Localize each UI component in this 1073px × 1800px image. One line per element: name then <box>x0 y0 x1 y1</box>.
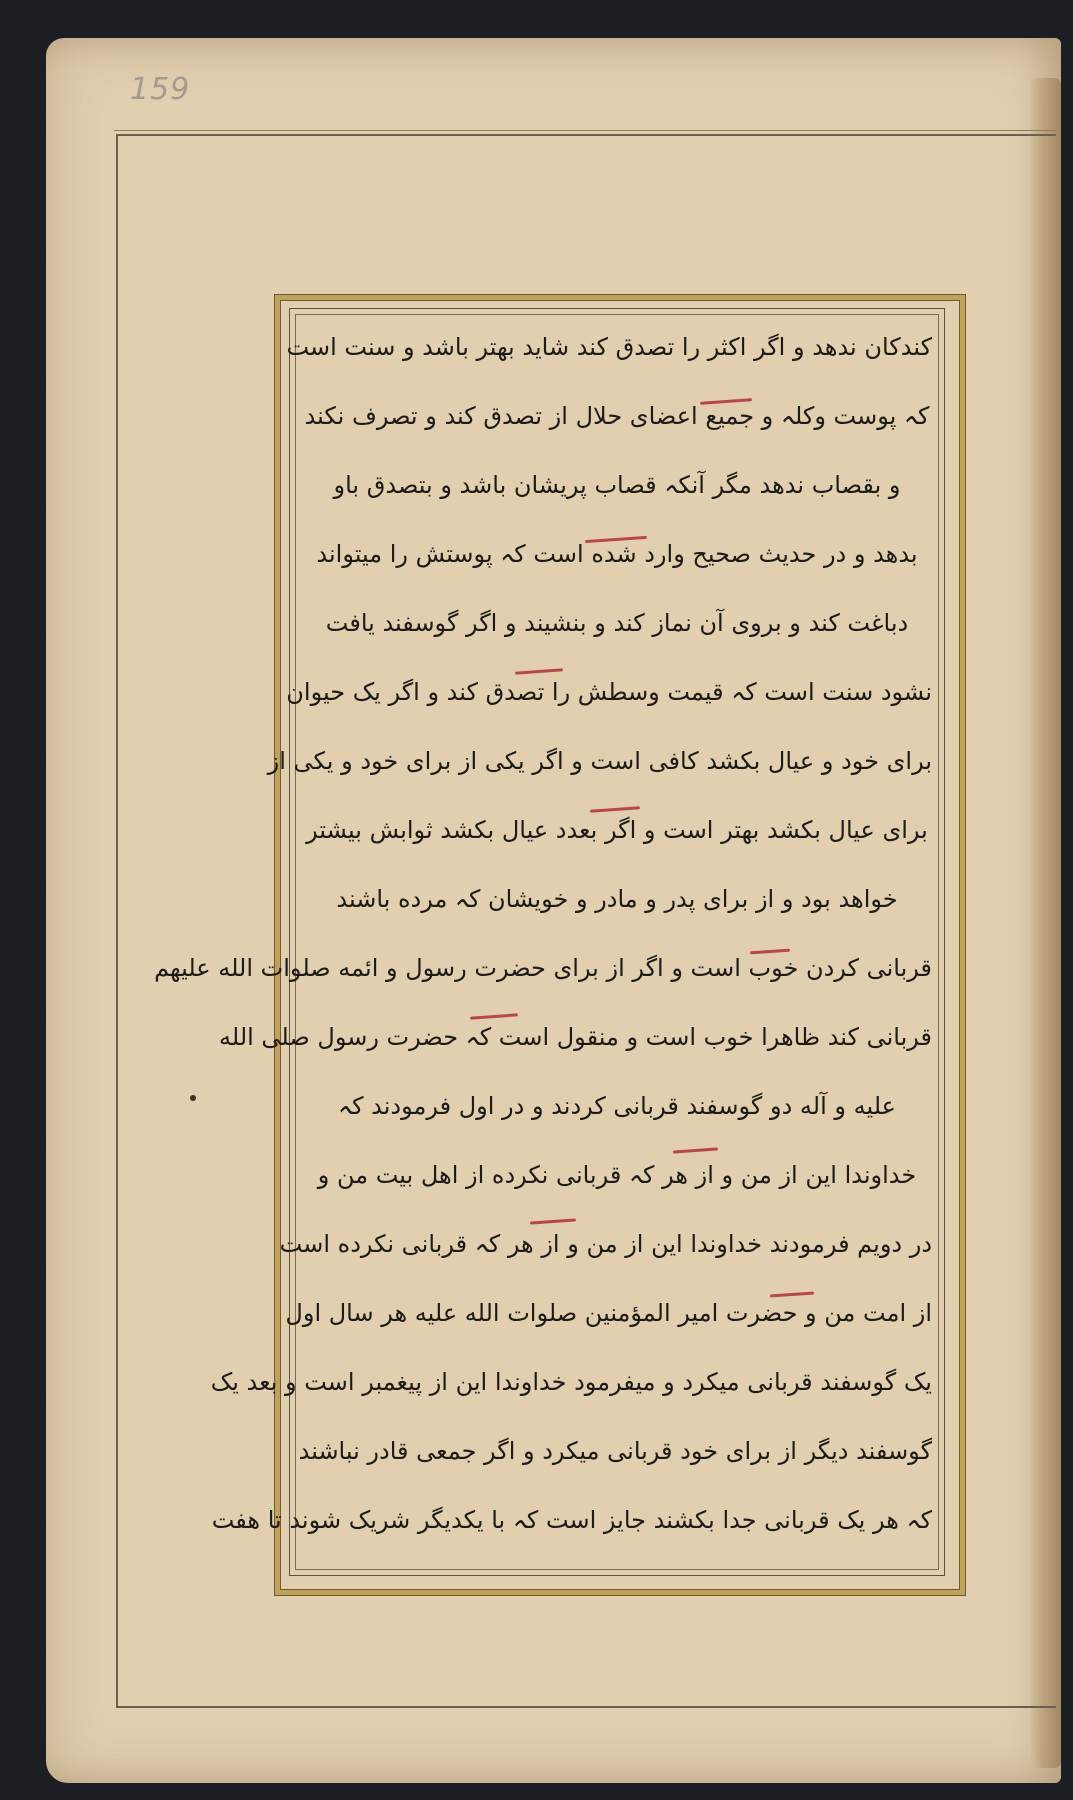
text-line: قربانی کند ظاهرا خوب است و منقول است کہ حضرت رسول صلی الله <box>219 1023 932 1051</box>
text-line: برای خود و عیال بکشد کافی است و اگر یکی از برای خود و یکی از <box>267 747 932 775</box>
text-line: خواهد بود و از برای پدر و مادر و خویشان کہ مرده باشند <box>336 885 898 913</box>
folio-number: 159 <box>130 72 191 107</box>
text-line: علیه و آله دو گوسفند قربانی کردند و در اول فرمودند کہ <box>338 1092 896 1120</box>
text-line: دباغت کند و بروی آن نماز کند و بنشیند و اگر گوسفند یافت <box>325 609 909 637</box>
text-line: کہ پوست وکلہ و جمیع اعضای حلال از تصدق کند و تصرف نکند <box>304 402 930 430</box>
text-line: برای عیال بکشد بهتر است و اگر بعدد عیال بکشد ثوابش بیشتر <box>306 816 928 844</box>
text-line: قربانی کردن خوب است و اگر از برای حضرت رسول و ائمه صلوات الله علیهم <box>154 954 932 982</box>
text-line: یک گوسفند قربانی میکرد و میفرمود خداوندا این از پیغمبر است و بعد یک <box>210 1368 932 1396</box>
text-line: در دویم فرمودند خداوندا این از من و از هر کہ قربانی نکرده است <box>279 1230 932 1258</box>
text-line: و بقصاب ندهد مگر آنکہ قصاب پریشان باشد و بتصدق باو <box>333 471 901 499</box>
text-line: کہ هر یک قربانی جدا بکشند جایز است کہ با یکدیگر شریک شوند تا هفت <box>211 1506 932 1534</box>
text-line: گوسفند دیگر از برای خود قربانی میکرد و اگر جمعی قادر نباشند <box>298 1437 932 1465</box>
text-line: بدهد و در حدیث صحیح وارد شده است کہ پوستش را میتواند <box>316 540 918 568</box>
text-line: نشود سنت است کہ قیمت وسطش را تصدق کند و اگر یک حیوان <box>286 678 932 706</box>
text-line: از امت من و حضرت امیر المؤمنین صلوات الله علیه هر سال اول <box>285 1299 932 1327</box>
text-line: کندکان ندهد و اگر اکثر را تصدق کند شاید بهتر باشد و سنت است <box>286 333 932 361</box>
ink-dot <box>190 1095 196 1101</box>
text-block <box>154 318 932 1568</box>
text-line: خداوندا این از من و از هر کہ قربانی نکرده از اهل بیت من و <box>317 1161 917 1189</box>
